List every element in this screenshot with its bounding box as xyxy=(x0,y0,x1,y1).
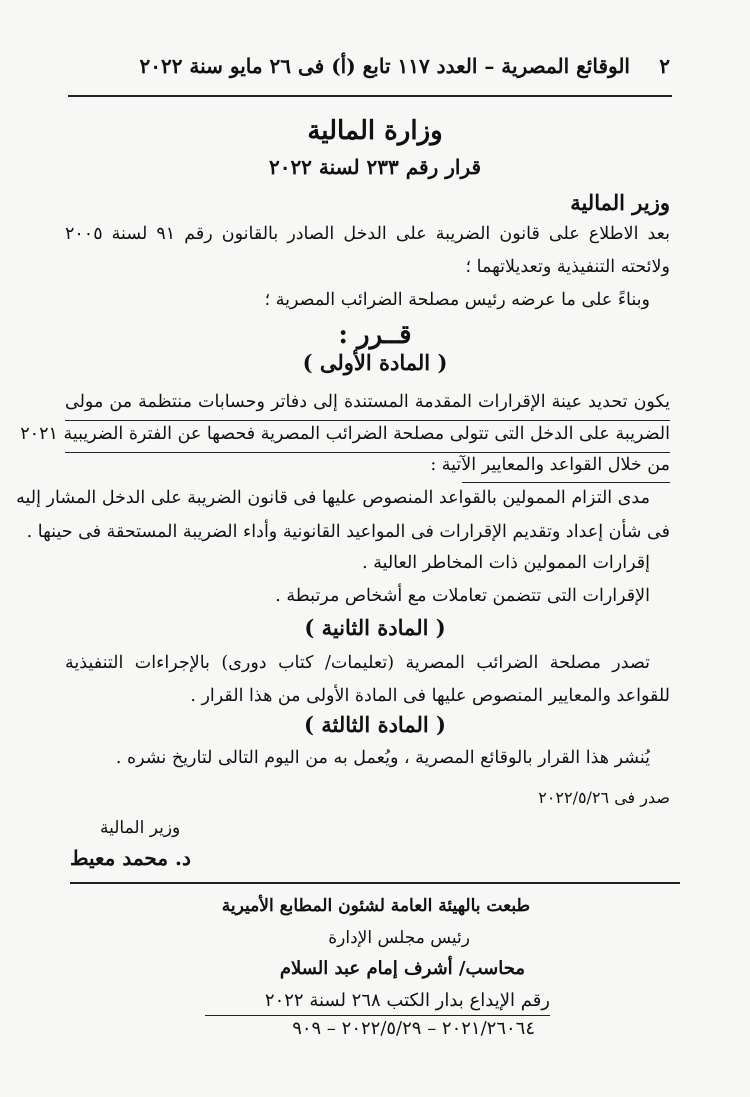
underline xyxy=(65,452,670,453)
chairman-name: محاسب/ أشرف إمام عبد السلام xyxy=(279,958,525,979)
article-2-line: تصدر مصلحة الضرائب المصرية (تعليمات/ كتاب دورى) بالإجراءات التنفيذية xyxy=(65,653,650,673)
ministry-title: وزارة المالية xyxy=(307,116,443,146)
article-1-line: يكون تحديد عينة الإقرارات المقدمة المستندة إلى دفاتر وحسابات منتظمة من مولى xyxy=(65,392,670,412)
footer-divider xyxy=(70,882,680,884)
article-1-line: إقرارات الممولين ذات المخاطر العالية . xyxy=(362,553,650,573)
issue-date: صدر فى ٢٠٢٢/٥/٢٦ xyxy=(538,788,670,807)
signature-title: وزير المالية xyxy=(100,818,181,838)
underline xyxy=(65,420,670,421)
printer-line: طبعت بالهيئة العامة لشئون المطابع الأميرية xyxy=(221,896,530,916)
deposit-divider xyxy=(205,1015,550,1016)
article-1-line: مدى التزام الممولين بالقواعد المنصوص عليها فى قانون الضريبة على الدخل المشار إليه xyxy=(16,488,650,508)
page-header xyxy=(70,54,670,88)
preamble-line: ولائحته التنفيذية وتعديلاتهما ؛ xyxy=(465,257,670,277)
chairman-title: رئيس مجلس الإدارة xyxy=(328,928,470,948)
issuer-heading: وزير المالية xyxy=(570,190,670,215)
article-1-line: الضريبة على الدخل التى تتولى مصلحة الضرائب المصرية فحصها عن الفترة الضريبية ٢٠٢١ xyxy=(20,424,670,444)
gazette-issue-line: الوقائع المصرية – العدد ١١٧ تابع (أ) فى ٢٦ مايو سنة ٢٠٢٢ xyxy=(139,54,630,78)
article-1-line: فى شأن إعداد وتقديم الإقرارات فى المواعيد القانونية وأداء الضريبة المستحقة فى حينها . xyxy=(26,522,670,542)
print-codes: ٢٠٢١/٢٦٠٦٤ – ٢٠٢٢/٥/٢٩ – ٩٠٩ xyxy=(292,1018,535,1039)
underline xyxy=(462,482,670,483)
page-number: ٢ xyxy=(659,54,670,78)
article-3-line: يُنشر هذا القرار بالوقائع المصرية ، ويُعمل به من اليوم التالى لتاريخ نشره . xyxy=(115,748,650,768)
signature-name: د. محمد معيط xyxy=(70,846,191,870)
preamble-line: بعد الاطلاع على قانون الضريبة على الدخل الصادر بالقانون رقم ٩١ لسنة ٢٠٠٥ xyxy=(65,224,670,244)
header-divider xyxy=(68,95,672,97)
article-3-title: ( المادة الثالثة ) xyxy=(304,712,446,737)
article-1-title: ( المادة الأولى ) xyxy=(302,350,448,375)
article-1-line: من خلال القواعد والمعايير الآتية : xyxy=(430,455,670,475)
decree-number: قرار رقم ٢٣٣ لسنة ٢٠٢٢ xyxy=(268,155,482,179)
article-2-line: للقواعد والمعايير المنصوص عليها فى المادة الأولى من هذا القرار . xyxy=(190,686,670,706)
deposit-number: رقم الإيداع بدار الكتب ٢٦٨ لسنة ٢٠٢٢ xyxy=(264,990,550,1011)
article-1-line: الإقرارات التى تتضمن تعاملات مع أشخاص مرتبطة . xyxy=(275,586,650,606)
preamble-line: وبناءً على ما عرضه رئيس مصلحة الضرائب المصرية ؛ xyxy=(264,290,650,310)
article-2-title: ( المادة الثانية ) xyxy=(304,615,446,640)
decided-heading: قــرر : xyxy=(338,320,412,350)
